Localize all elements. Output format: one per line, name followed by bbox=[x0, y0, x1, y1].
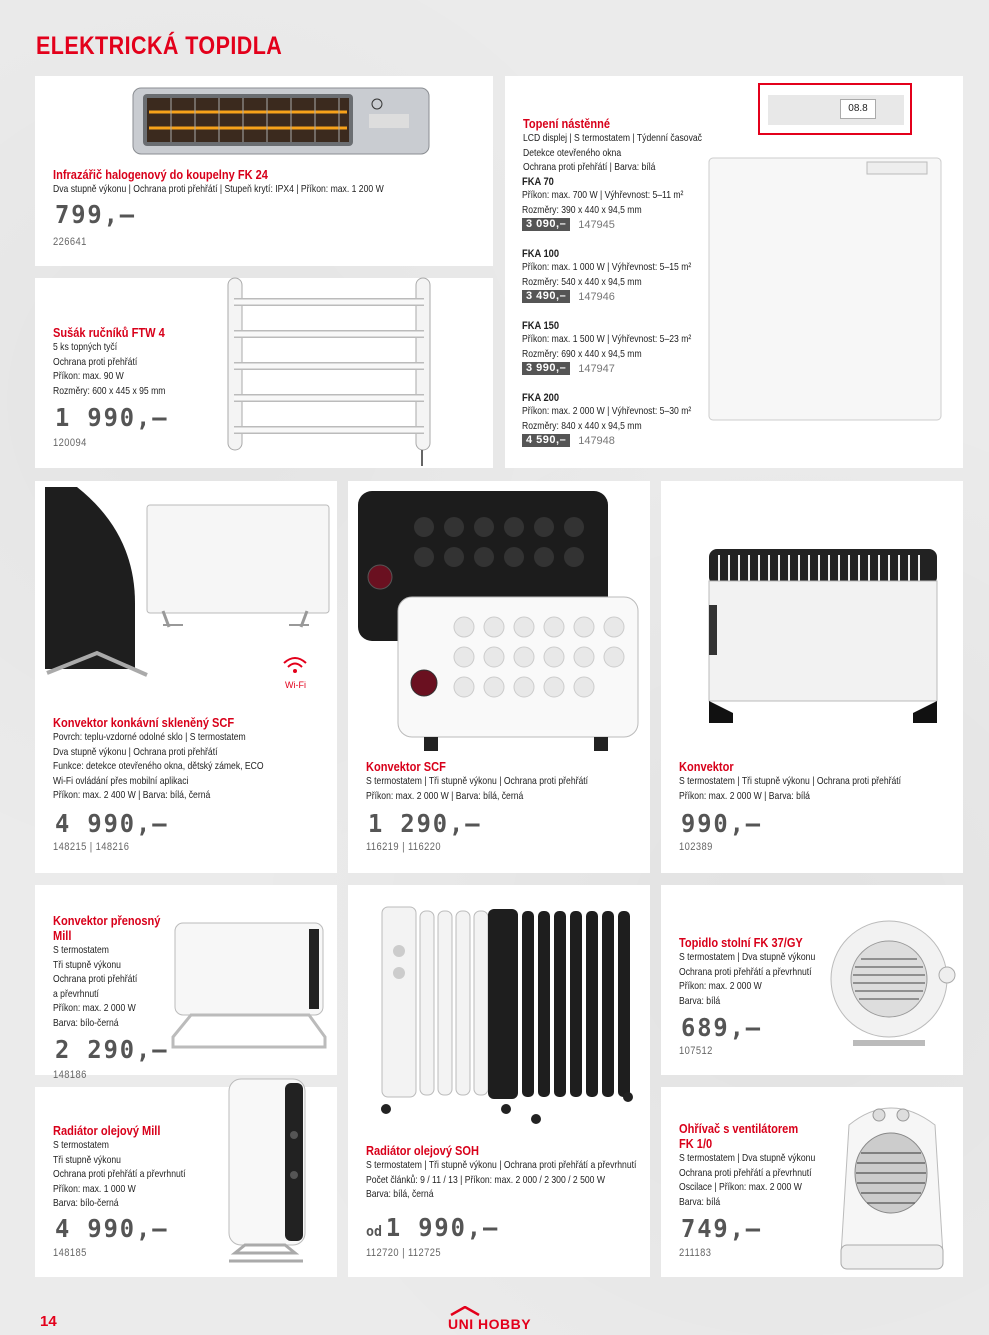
product-price: 1 990,– bbox=[55, 403, 169, 432]
product-name: Konvektor SCF bbox=[366, 759, 446, 774]
product-card-wall-heater[interactable] bbox=[505, 76, 963, 468]
spec-line: Tři stupně výkonu bbox=[53, 1153, 121, 1166]
panel-heater-image bbox=[701, 154, 949, 426]
spec-line: Barva: bílo-černá bbox=[53, 1197, 119, 1209]
product-code: 102389 bbox=[679, 841, 713, 853]
spec-line: S termostatem | Dva stupně výkonu bbox=[679, 1152, 816, 1164]
spec-line: Ochrana proti přehřátí | Barva: bílá bbox=[523, 161, 656, 173]
variant-spec: Rozměry: 690 x 440 x 94,5 mm bbox=[522, 347, 642, 360]
table-heater-image bbox=[829, 905, 961, 1055]
product-price: 689,– bbox=[681, 1013, 763, 1042]
spec-line: Oscilace | Příkon: max. 2 000 W bbox=[679, 1181, 802, 1193]
product-price: 1 290,– bbox=[368, 809, 482, 838]
spec-line: a převrhnutí bbox=[53, 987, 99, 1000]
spec-line: Detekce otevřeného okna bbox=[523, 146, 622, 159]
glass-convector-white-image bbox=[143, 503, 333, 633]
logo-text: UNI HOBBY bbox=[448, 1316, 532, 1332]
spec-line: Barva: bílá bbox=[679, 1195, 721, 1208]
variant-code: 147945 bbox=[578, 218, 615, 231]
display-inset bbox=[758, 83, 912, 135]
wifi-icon bbox=[280, 653, 310, 679]
product-card-konvektor[interactable] bbox=[661, 481, 963, 873]
spec-line: S termostatem | Tři stupně výkonu | Ochrana proti přehřátí bbox=[366, 775, 589, 787]
wifi-label: Wi-Fi bbox=[285, 680, 306, 690]
variant-price: 3 090,– bbox=[522, 218, 570, 231]
variant-name: FKA 70 bbox=[522, 176, 554, 188]
variant-fka200 bbox=[522, 392, 728, 447]
variant-price: 4 590,– bbox=[522, 434, 570, 447]
product-code: 112720 | 112725 bbox=[366, 1247, 442, 1259]
spec-line: Ochrana proti přehřátí a převrhnutí bbox=[679, 965, 812, 978]
spec-line: S termostatem bbox=[53, 944, 109, 956]
product-code: 120094 bbox=[53, 437, 87, 449]
spec-line: Funkce: detekce otevřeného okna, dětský zámek, ECO bbox=[53, 760, 264, 772]
variant-fka70 bbox=[522, 176, 719, 231]
fan-heater-image bbox=[831, 1095, 953, 1275]
variant-name: FKA 150 bbox=[522, 320, 560, 332]
spec-line: Wi-Fi ovládání přes mobilní aplikaci bbox=[53, 774, 189, 787]
spec-line: Tři stupně výkonu bbox=[53, 958, 121, 971]
product-price: 2 290,– bbox=[55, 1035, 169, 1064]
product-price-row bbox=[366, 1213, 499, 1242]
spec-line: Příkon: max. 2 000 W | Barva: bílá bbox=[679, 789, 810, 802]
product-code: 226641 bbox=[53, 236, 87, 248]
product-name: Radiátor olejový Mill bbox=[53, 1123, 161, 1138]
product-name: Konvektor bbox=[679, 759, 734, 774]
spec-line: Ochrana proti přehřátí bbox=[53, 355, 138, 368]
product-price: 799,– bbox=[55, 200, 137, 229]
spec-line: Příkon: max. 2 000 W | Barva: bílá, černá bbox=[366, 789, 524, 802]
spec-line: Příkon: max. 2 000 W bbox=[53, 1002, 136, 1014]
product-name: Infrazářič halogenový do koupelny FK 24 bbox=[53, 167, 268, 182]
product-name: Topení nástěnné bbox=[523, 116, 610, 131]
variant-spec: Rozměry: 390 x 440 x 94,5 mm bbox=[522, 203, 642, 216]
product-price: 990,– bbox=[681, 809, 763, 838]
product-code: 148185 bbox=[53, 1247, 87, 1259]
variant-price: 3 490,– bbox=[522, 290, 570, 303]
spec-line: Barva: bílá, černá bbox=[366, 1188, 434, 1200]
variant-name: FKA 200 bbox=[522, 392, 560, 404]
variant-spec: Příkon: max. 1 500 W | Výhřevnost: 5–23 m² bbox=[522, 333, 692, 345]
product-card-ftw4[interactable] bbox=[35, 278, 493, 468]
product-card-fk10[interactable] bbox=[661, 1087, 963, 1277]
product-name: Topidlo stolní FK 37/GY bbox=[679, 935, 803, 950]
product-card-mill-radiator[interactable] bbox=[35, 1087, 337, 1277]
product-name-line: FK 1/0 bbox=[679, 1136, 713, 1151]
product-name: Sušák ručníků FTW 4 bbox=[53, 325, 165, 340]
spec-line: Ochrana proti přehřátí bbox=[53, 973, 138, 985]
spec-line: LCD displej | S termostatem | Týdenní časovač bbox=[523, 132, 702, 144]
product-code: 116219 | 116220 bbox=[366, 841, 442, 853]
product-price: 4 990,– bbox=[55, 809, 169, 838]
mill-convector-image bbox=[169, 919, 329, 1053]
product-name-line: Ohřívač s ventilátorem bbox=[679, 1121, 799, 1136]
halogen-heater-image bbox=[131, 84, 431, 158]
variant-fka150 bbox=[522, 320, 728, 375]
product-card-fk24[interactable] bbox=[35, 76, 493, 266]
variant-code: 147946 bbox=[578, 290, 615, 303]
product-price: 4 990,– bbox=[55, 1214, 169, 1243]
product-card-mill-convector[interactable] bbox=[35, 885, 337, 1081]
product-code: 148215 | 148216 bbox=[53, 841, 130, 853]
page-title: ELEKTRICKÁ TOPIDLA bbox=[36, 32, 283, 60]
variant-code: 147947 bbox=[578, 362, 615, 375]
spec-line: Příkon: max. 90 W bbox=[53, 370, 124, 382]
spec-line: Povrch: teplu-vzdorné odolné sklo | S termostatem bbox=[53, 731, 246, 743]
spec-line: Ochrana proti přehřátí a převrhnutí bbox=[679, 1166, 812, 1179]
product-name: Radiátor olejový SOH bbox=[366, 1143, 479, 1158]
product-card-scf[interactable] bbox=[348, 481, 650, 873]
product-name-line: Mill bbox=[53, 928, 72, 943]
product-card-glass-scf[interactable] bbox=[35, 481, 337, 873]
product-price: 749,– bbox=[681, 1214, 763, 1243]
product-code: 107512 bbox=[679, 1045, 713, 1057]
variant-fka100 bbox=[522, 248, 728, 303]
spec-line: Barva: bílo-černá bbox=[53, 1016, 119, 1029]
variant-spec: Příkon: max. 700 W | Výhřevnost: 5–11 m² bbox=[522, 189, 684, 201]
product-price: 1 990,– bbox=[385, 1213, 500, 1242]
spec-line: S termostatem | Tři stupně výkonu | Ochrana proti přehřátí a převrhnutí bbox=[366, 1159, 637, 1171]
spec-line: S termostatem | Dva stupně výkonu bbox=[679, 951, 816, 963]
product-card-fk37[interactable] bbox=[661, 885, 963, 1075]
spec-line: S termostatem bbox=[53, 1139, 109, 1151]
spec-line: S termostatem | Tři stupně výkonu | Ochrana proti přehřátí bbox=[679, 775, 902, 787]
uni-hobby-logo[interactable] bbox=[448, 1306, 531, 1332]
variant-code: 147948 bbox=[578, 434, 615, 447]
price-prefix: od bbox=[366, 1224, 383, 1240]
product-specs: Dva stupně výkonu | Ochrana proti přehřátí | Stupeň krytí: IPX4 | Příkon: max. 1 200 W bbox=[53, 183, 384, 195]
page-number: 14 bbox=[40, 1313, 57, 1330]
product-code: 211183 bbox=[679, 1247, 712, 1259]
variant-spec: Příkon: max. 1 000 W | Výhřevnost: 5–15 m² bbox=[522, 261, 692, 273]
product-card-soh[interactable] bbox=[348, 885, 650, 1277]
spec-line: Barva: bílá bbox=[679, 994, 721, 1007]
house-roof-icon bbox=[450, 1306, 480, 1316]
spec-line: Počet článků: 9 / 11 / 13 | Příkon: max. 2 000 / 2 300 / 2 500 W bbox=[366, 1173, 605, 1186]
product-code: 148186 bbox=[53, 1069, 87, 1081]
towel-rail-image bbox=[220, 268, 450, 468]
variant-spec: Příkon: max. 2 000 W | Výhřevnost: 5–30 m² bbox=[522, 405, 692, 417]
spec-line: Příkon: max. 2 400 W | Barva: bílá, černá bbox=[53, 789, 211, 801]
variant-spec: Rozměry: 540 x 440 x 94,5 mm bbox=[522, 275, 642, 288]
convector-scf-image bbox=[354, 487, 644, 757]
product-name: Konvektor konkávní skleněný SCF bbox=[53, 715, 235, 730]
spec-line: Dva stupně výkonu | Ochrana proti přehřátí bbox=[53, 745, 218, 758]
convector-image bbox=[705, 545, 945, 733]
product-name-line: Konvektor přenosný bbox=[53, 913, 161, 928]
spec-line: Ochrana proti přehřátí a převrhnutí bbox=[53, 1168, 186, 1180]
lcd-display: 08.8 bbox=[840, 99, 876, 119]
oil-radiators-image bbox=[376, 901, 636, 1131]
spec-line: 5 ks topných tyčí bbox=[53, 341, 118, 353]
variant-spec: Rozměry: 840 x 440 x 94,5 mm bbox=[522, 419, 642, 432]
spec-line: Příkon: max. 2 000 W bbox=[679, 980, 762, 992]
variant-price: 3 990,– bbox=[522, 362, 570, 375]
variant-name: FKA 100 bbox=[522, 248, 560, 260]
spec-line: Rozměry: 600 x 445 x 95 mm bbox=[53, 384, 166, 397]
spec-line: Příkon: max. 1 000 W bbox=[53, 1182, 136, 1195]
mill-oil-radiator-image bbox=[221, 1075, 311, 1269]
